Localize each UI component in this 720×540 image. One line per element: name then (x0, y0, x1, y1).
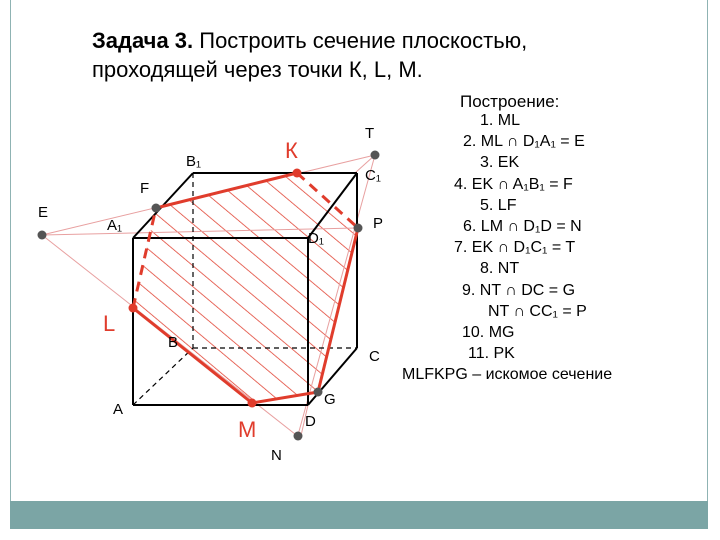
label-P: P (373, 215, 384, 232)
construction-step: 4. EK ∩ A₁B₁ = F (454, 175, 573, 193)
point-M (248, 399, 257, 408)
construction-step: 10. MG (462, 324, 515, 341)
point-F (152, 204, 161, 213)
construction-step: 2. ML ∩ D₁A₁ = E (463, 133, 585, 151)
title-line-2: проходящей через точки К, L, М. (92, 57, 423, 82)
label-B: B (168, 334, 179, 351)
label-G: G (324, 391, 336, 408)
construction-step: 1. ML (480, 112, 521, 129)
label-C: C (369, 348, 380, 365)
construction-heading: Построение: (460, 92, 560, 111)
label-M: M (238, 417, 257, 442)
bottom-bar (10, 501, 708, 529)
construction-step: 5. LF (480, 196, 517, 214)
point-N (294, 432, 303, 441)
point-G (314, 388, 323, 397)
point-L (129, 304, 138, 313)
construction-step: 6. LM ∩ D₁D = N (463, 218, 582, 235)
label-L: L (103, 311, 116, 336)
point-P (354, 224, 363, 233)
label-B1: B₁ (186, 153, 202, 170)
title-line-1: Построить сечение плоскостью, (193, 28, 528, 53)
construction-step: 8. NT (480, 260, 520, 278)
label-K: К (285, 138, 298, 163)
label-D1: D₁ (308, 230, 324, 247)
label-T: T (365, 125, 375, 142)
label-D: D (305, 413, 316, 430)
title-task-number: Задача 3. (92, 28, 194, 53)
construction-step: MLFKPG – искомое сечение (402, 366, 613, 384)
construction-step: 9. NT ∩ DC = G (462, 281, 576, 299)
point-E (38, 231, 47, 240)
label-A1: A₁ (107, 217, 123, 234)
construction-step: 3. EK (480, 154, 520, 172)
construction-step: 7. EK ∩ D₁C₁ = T (454, 239, 576, 257)
label-A: A (113, 401, 124, 418)
point-T (371, 151, 380, 160)
label-N: N (271, 447, 282, 464)
point-K (293, 169, 302, 178)
label-C1: C₁ (365, 167, 381, 184)
construction-step: NT ∩ CC₁ = P (488, 302, 587, 320)
label-F: F (140, 180, 150, 197)
label-E: E (38, 204, 49, 221)
construction-step: 11. PK (468, 345, 515, 363)
